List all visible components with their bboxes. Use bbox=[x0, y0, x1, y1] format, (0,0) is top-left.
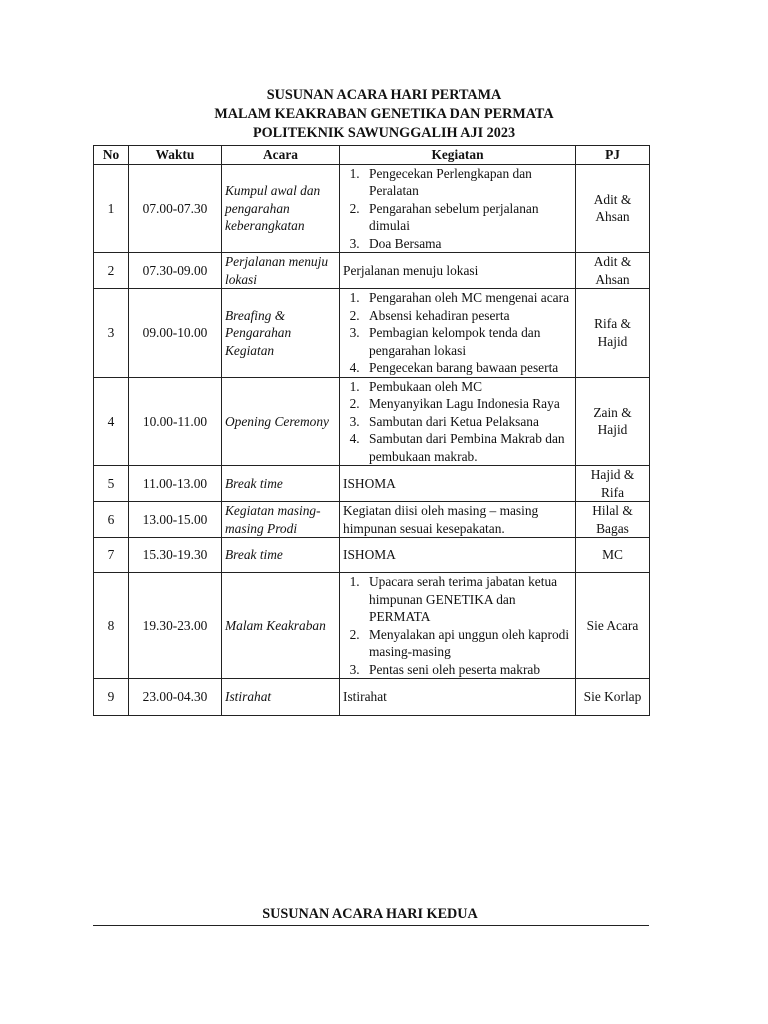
list-item: 1. Pembukaan oleh MC bbox=[363, 378, 572, 396]
cell-acara: Kumpul awal dan pengarahan keberangkatan bbox=[222, 164, 340, 253]
cell-waktu: 15.30-19.30 bbox=[129, 538, 222, 573]
cell-waktu: 09.00-10.00 bbox=[129, 289, 222, 378]
kegiatan-list bbox=[343, 573, 572, 678]
list-item: 1. Pengarahan oleh MC mengenai acara bbox=[363, 289, 572, 307]
header-waktu: Waktu bbox=[129, 146, 222, 165]
table-row bbox=[94, 573, 650, 679]
cell-kegiatan: ISHOMA bbox=[340, 538, 576, 573]
cell-acara: Malam Keakraban bbox=[222, 573, 340, 679]
header-no: No bbox=[94, 146, 129, 165]
cell-pj: Sie Acara bbox=[576, 573, 650, 679]
cell-acara: Opening Ceremony bbox=[222, 377, 340, 466]
cell-waktu: 19.30-23.00 bbox=[129, 573, 222, 679]
list-item: 2. Absensi kehadiran peserta bbox=[363, 307, 572, 325]
cell-waktu: 23.00-04.30 bbox=[129, 679, 222, 716]
cell-pj: Hilal & Bagas bbox=[576, 502, 650, 538]
cell-no: 2 bbox=[94, 253, 129, 289]
title-line-1: SUSUNAN ACARA HARI PERTAMA bbox=[266, 87, 502, 103]
cell-kegiatan bbox=[340, 377, 576, 466]
cell-waktu: 07.00-07.30 bbox=[129, 164, 222, 253]
cell-kegiatan bbox=[340, 164, 576, 253]
cell-kegiatan: ISHOMA bbox=[340, 466, 576, 502]
cell-pj: Sie Korlap bbox=[576, 679, 650, 716]
cell-no: 5 bbox=[94, 466, 129, 502]
list-item: 1. Pengecekan Perlengkapan dan Peralatan bbox=[363, 165, 572, 200]
cell-pj: Zain & Hajid bbox=[576, 377, 650, 466]
list-item: 3. Doa Bersama bbox=[363, 235, 572, 253]
header-pj: PJ bbox=[576, 146, 650, 165]
list-item: 1. Upacara serah terima jabatan ketua himpunan GENETIKA dan PERMATA bbox=[363, 573, 572, 626]
list-item: 2. Pengarahan sebelum perjalanan dimulai bbox=[363, 200, 572, 235]
cell-acara: Kegiatan masing-masing Prodi bbox=[222, 502, 340, 538]
cell-pj: Adit & Ahsan bbox=[576, 164, 650, 253]
cell-pj: Rifa & Hajid bbox=[576, 289, 650, 378]
cell-kegiatan bbox=[340, 289, 576, 378]
cell-acara: Istirahat bbox=[222, 679, 340, 716]
cell-kegiatan: Kegiatan diisi oleh masing – masing himpunan sesuai kesepakatan. bbox=[340, 502, 576, 538]
table-row bbox=[94, 679, 650, 716]
cell-waktu: 10.00-11.00 bbox=[129, 377, 222, 466]
cell-pj: Hajid & Rifa bbox=[576, 466, 650, 502]
kegiatan-list bbox=[343, 289, 572, 377]
table-header-row bbox=[94, 146, 650, 165]
cell-acara: Break time bbox=[222, 466, 340, 502]
list-item: 3. Pembagian kelompok tenda dan pengarahan lokasi bbox=[363, 324, 572, 359]
table-row bbox=[94, 253, 650, 289]
table-row bbox=[94, 538, 650, 573]
cell-no: 3 bbox=[94, 289, 129, 378]
cell-no: 7 bbox=[94, 538, 129, 573]
cell-acara: Breafing & Pengarahan Kegiatan bbox=[222, 289, 340, 378]
cell-acara: Break time bbox=[222, 538, 340, 573]
table-row bbox=[94, 377, 650, 466]
list-item: 2. Menyanyikan Lagu Indonesia Raya bbox=[363, 395, 572, 413]
title-line-2: MALAM KEAKRABAN GENETIKA DAN PERMATA bbox=[214, 106, 554, 122]
schedule-table bbox=[93, 145, 650, 716]
cell-waktu: 11.00-13.00 bbox=[129, 466, 222, 502]
table-row bbox=[94, 466, 650, 502]
list-item: 3. Pentas seni oleh peserta makrab bbox=[363, 661, 572, 679]
list-item: 4. Pengecekan barang bawaan peserta bbox=[363, 359, 572, 377]
header-acara: Acara bbox=[222, 146, 340, 165]
cell-no: 9 bbox=[94, 679, 129, 716]
table-row bbox=[94, 289, 650, 378]
cell-no: 8 bbox=[94, 573, 129, 679]
cell-kegiatan: Perjalanan menuju lokasi bbox=[340, 253, 576, 289]
cell-kegiatan bbox=[340, 573, 576, 679]
cell-no: 4 bbox=[94, 377, 129, 466]
title-line-3: POLITEKNIK SAWUNGGALIH AJI 2023 bbox=[252, 125, 516, 141]
cell-acara: Perjalanan menuju lokasi bbox=[222, 253, 340, 289]
header-kegiatan: Kegiatan bbox=[340, 146, 576, 165]
table-row bbox=[94, 164, 650, 253]
second-day-title: SUSUNAN ACARA HARI KEDUA bbox=[262, 906, 478, 922]
cell-waktu: 07.30-09.00 bbox=[129, 253, 222, 289]
table-top-border bbox=[93, 925, 649, 926]
cell-pj: MC bbox=[576, 538, 650, 573]
cell-no: 6 bbox=[94, 502, 129, 538]
cell-kegiatan: Istirahat bbox=[340, 679, 576, 716]
cell-pj: Adit & Ahsan bbox=[576, 253, 650, 289]
kegiatan-list bbox=[343, 378, 572, 466]
cell-no: 1 bbox=[94, 164, 129, 253]
cell-waktu: 13.00-15.00 bbox=[129, 502, 222, 538]
kegiatan-list bbox=[343, 165, 572, 253]
table-row bbox=[94, 502, 650, 538]
list-item: 4. Sambutan dari Pembina Makrab dan pembukaan makrab. bbox=[363, 430, 572, 465]
document-title-block bbox=[0, 86, 768, 143]
list-item: 2. Menyalakan api unggun oleh kaprodi masing-masing bbox=[363, 626, 572, 661]
list-item: 3. Sambutan dari Ketua Pelaksana bbox=[363, 413, 572, 431]
